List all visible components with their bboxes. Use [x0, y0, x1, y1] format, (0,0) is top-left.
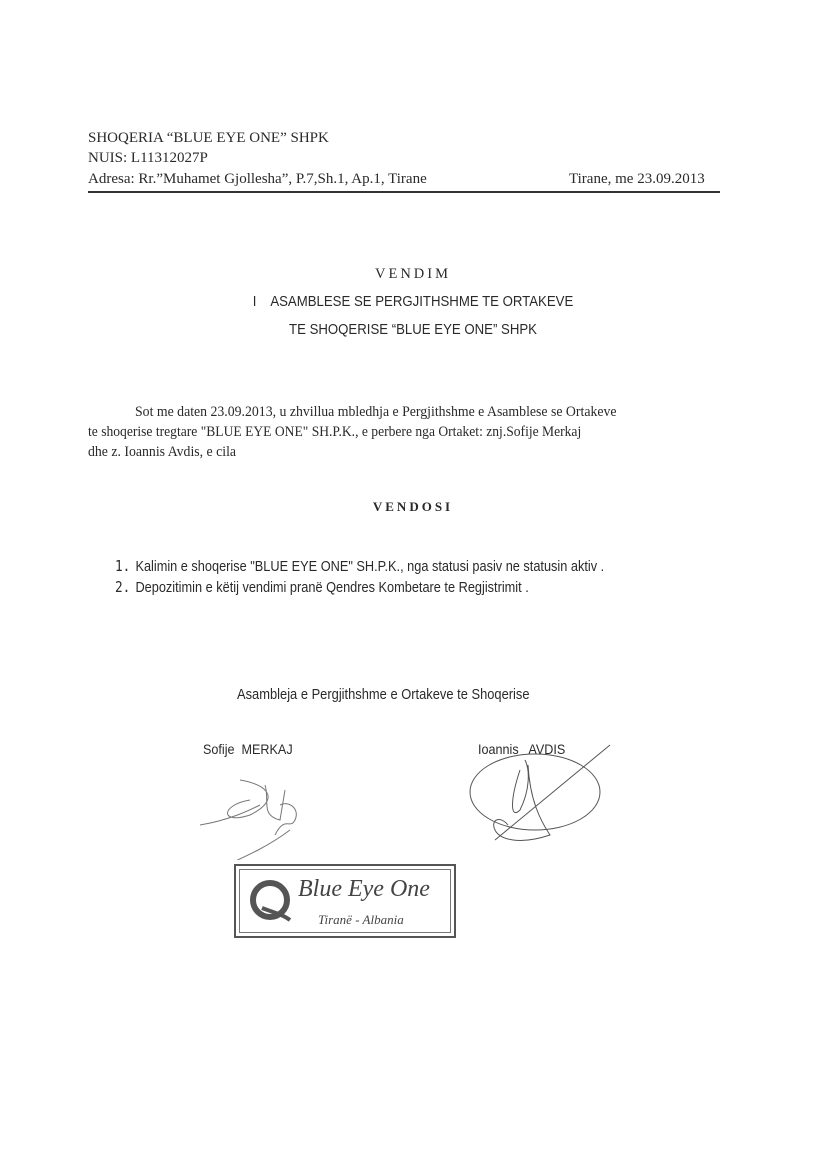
- decision-text: Kalimin e shoqerise "BLUE EYE ONE" SH.P.K., nga statusi pasiv ne statusin aktiv .: [135, 558, 605, 575]
- assembly-label: Asambleja e Pergjithshme e Ortakeve te Shoqerise: [237, 686, 530, 703]
- decision-text: Depozitimin e këtij vendimi pranë Qendres Kombetare te Regjistrimit .: [135, 579, 529, 596]
- decision-heading: VENDOSI: [372, 499, 454, 514]
- place-date: Tirane, me 23.09.2013: [569, 171, 705, 187]
- decision-number: 2.: [115, 578, 131, 596]
- signature-2: [460, 740, 620, 850]
- signer-1-name: Sofije MERKAJ: [203, 741, 293, 757]
- document-title: VENDIM: [375, 266, 451, 282]
- signer-2-name: Ioannis AVDIS: [478, 741, 566, 757]
- paragraph-line-3: dhe z. Ioannis Avdis, e cila: [88, 444, 237, 460]
- stamp-location: Tiranë - Albania: [318, 912, 404, 927]
- signature-1: [190, 760, 330, 860]
- company-stamp: [234, 864, 456, 938]
- stamp-name: Blue Eye One: [298, 876, 430, 902]
- stamp-logo-icon: [248, 878, 292, 922]
- title-line-3: TE SHOQERISE “BLUE EYE ONE” SHPK: [289, 321, 537, 338]
- header-rule: [88, 191, 720, 193]
- address: Adresa: Rr.”Muhamet Gjollesha”, P.7,Sh.1, Ap.1, Tirane: [88, 171, 427, 187]
- title-line-2: I ASAMBLESE SE PERGJITHSHME TE ORTAKEVE: [252, 293, 574, 310]
- company-name: SHOQERIA “BLUE EYE ONE” SHPK: [88, 130, 329, 146]
- nuis: NUIS: L11312027P: [88, 150, 208, 166]
- decision-number: 1.: [115, 557, 131, 575]
- decision-item: [115, 578, 529, 596]
- paragraph-line-1: Sot me daten 23.09.2013, u zhvillua mbledhja e Pergjithshme e Asamblese se Ortakeve: [135, 404, 617, 420]
- paragraph-line-2: te shoqerise tregtare "BLUE EYE ONE" SH.P.K., e perbere nga Ortaket: znj.Sofije Merkaj: [88, 424, 582, 440]
- decision-item: [115, 557, 604, 575]
